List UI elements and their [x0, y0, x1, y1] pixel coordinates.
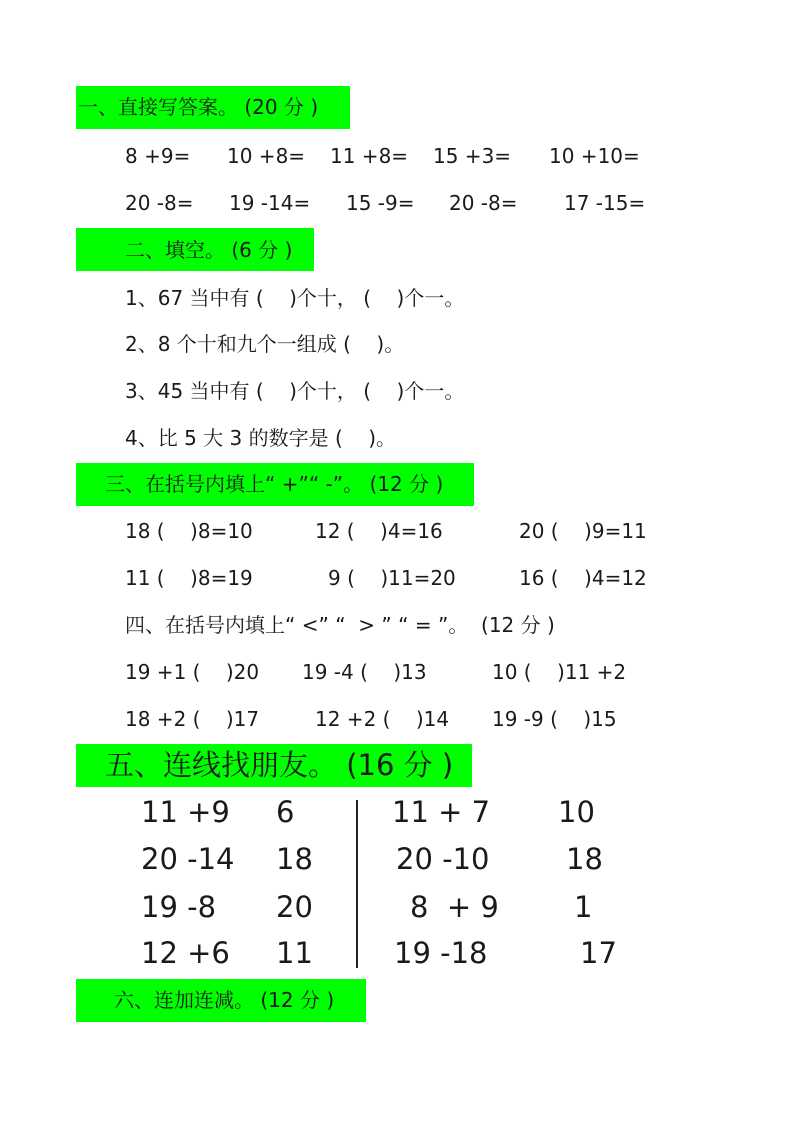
- section3-title: 三、在括号内填上“ +”“ -”。 (12 分 ): [105, 472, 444, 496]
- section3-q6: 16 ( )4=12: [519, 566, 647, 590]
- section1-title: 一、直接写答案。 (20 分 ): [78, 95, 319, 119]
- section4-q1: 19 +1 ( )20: [125, 660, 260, 684]
- match-right-expr-3: 8 + 9: [410, 890, 499, 924]
- match-left-num-2: 18: [276, 842, 313, 876]
- section1-q5: 10 +10=: [549, 144, 640, 168]
- match-left-num-1: 6: [276, 795, 295, 829]
- section2-item4: 4、比 5 大 3 的数字是 ( )。: [125, 426, 396, 450]
- match-right-num-2: 18: [566, 842, 603, 876]
- section4-q6: 19 -9 ( )15: [492, 707, 617, 731]
- match-right-num-1: 10: [558, 795, 595, 829]
- section1-q7: 19 -14=: [229, 191, 311, 215]
- match-right-num-4: 17: [580, 936, 617, 970]
- match-left-num-4: 11: [276, 936, 313, 970]
- section3-q1: 18 ( )8=10: [125, 519, 253, 543]
- section3-q2: 12 ( )4=16: [315, 519, 443, 543]
- section2-title: 二、填空。 (6 分 ): [125, 238, 293, 262]
- match-right-expr-2: 20 -10: [396, 842, 490, 876]
- section5-title: 五、连线找朋友。 (16 分 ): [105, 748, 454, 782]
- section6-title: 六、连加连减。 (12 分 ): [114, 988, 335, 1012]
- match-right-num-3: 1: [574, 890, 593, 924]
- section1-q9: 20 -8=: [449, 191, 518, 215]
- match-left-expr-2: 20 -14: [141, 842, 235, 876]
- section3-q5: 9 ( )11=20: [328, 566, 456, 590]
- section1-q3: 11 +8=: [330, 144, 409, 168]
- match-left-num-3: 20: [276, 890, 313, 924]
- section4-q2: 19 -4 ( )13: [302, 660, 427, 684]
- section2-item3: 3、45 当中有 ( )个十， ( )个一。: [125, 379, 465, 403]
- section1-q1: 8 +9=: [125, 144, 191, 168]
- section1-q6: 20 -8=: [125, 191, 194, 215]
- match-left-expr-4: 12 +6: [141, 936, 230, 970]
- match-right-expr-1: 11 + 7: [392, 795, 491, 829]
- section1-q8: 15 -9=: [346, 191, 415, 215]
- section1-q4: 15 +3=: [433, 144, 512, 168]
- section1-q10: 17 -15=: [564, 191, 646, 215]
- section4-q4: 18 +2 ( )17: [125, 707, 260, 731]
- section3-q3: 20 ( )9=11: [519, 519, 647, 543]
- match-left-expr-3: 19 -8: [141, 890, 217, 924]
- section1-q2: 10 +8=: [227, 144, 306, 168]
- match-left-expr-1: 11 +9: [141, 795, 230, 829]
- match-right-expr-4: 19 -18: [394, 936, 488, 970]
- section2-item1: 1、67 当中有 ( )个十， ( )个一。: [125, 286, 465, 310]
- section2-item2: 2、8 个十和九个一组成 ( )。: [125, 332, 405, 356]
- section4-q3: 10 ( )11 +2: [492, 660, 627, 684]
- column-divider: [356, 800, 358, 968]
- section4-q5: 12 +2 ( )14: [315, 707, 450, 731]
- section4-title: 四、在括号内填上“ <” “ > ” “ = ”。 (12 分 ): [125, 613, 555, 637]
- section3-q4: 11 ( )8=19: [125, 566, 253, 590]
